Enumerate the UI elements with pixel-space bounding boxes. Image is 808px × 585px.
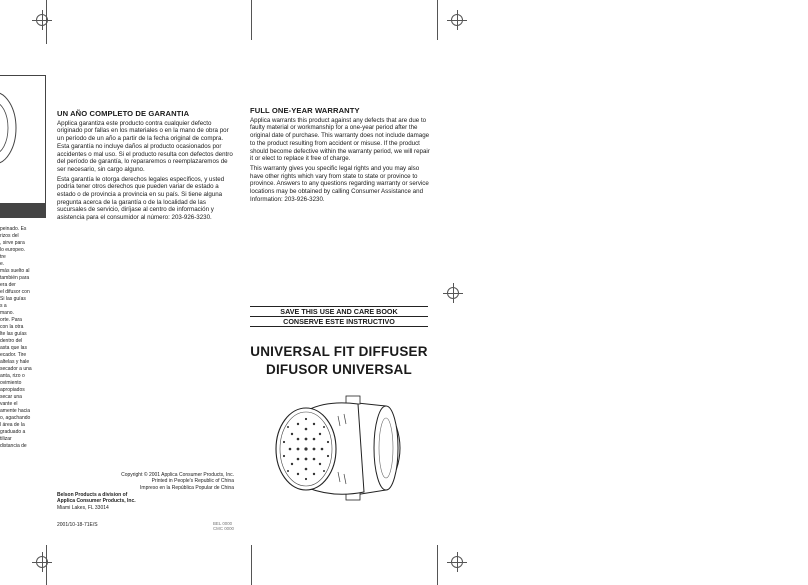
left-panel-fragment: también para [0, 275, 30, 281]
copyright-line: Copyright © 2001 Applica Consumer Products, Inc. [121, 472, 234, 478]
warranty-es-paragraph: Esta garantía le otorga derechos legales específicos, y usted podría tener otros derechos que pueden variar de estado a estado o de provincia a provincia en su país. Si tiene alguna pregunta acerca de la garantía o de la localidad de las sucursales de servicio, diríjase al centro de información y asistencia para el consumidor al número: 203-926-3230. [57, 175, 225, 222]
product-title-es: DIFUSOR UNIVERSAL [266, 362, 412, 377]
stamp-line: CMC 0000 [213, 526, 234, 532]
left-panel-fragment: distancia de [0, 443, 27, 449]
left-panel-fragment: s a [0, 303, 7, 309]
left-panel-fragment: anta, rizo o [0, 373, 25, 379]
left-panel-fragment: graduado a [0, 429, 26, 435]
left-panel-fragment: rizos del [0, 233, 19, 239]
part-number: 2001/10-18-71E/S [57, 522, 98, 528]
left-panel-fragment: lo europeo. [0, 247, 26, 253]
warranty-en-paragraph: This warranty gives you specific legal rights and you may also have other rights which vary from state to state or province to province. Answers to any questions regarding warranty or service locations may be obtained by calling Consumer Assistance and Information: 203-926-3230. [250, 164, 429, 203]
registration-mark [36, 14, 48, 26]
left-panel-fragment: lte las guías [0, 331, 27, 337]
print-stamp [213, 521, 234, 532]
left-panel-fragment: o, agachando [0, 415, 31, 421]
warranty-en-paragraph: Applica warrants this product against any defects that are due to faulty material or workmanship for a one-year period after the original date of purchase. This warranty does not include damage to the product resulting from accident or misuse. If the product should become defective within the warranty period, we will repair it or elect to replace it free of charge. [250, 116, 430, 163]
left-panel-fragment: asta que las [0, 345, 27, 351]
left-panel-fragment: altelas y hale [0, 359, 30, 365]
left-panel-fragment: , sirve para [0, 240, 25, 246]
crop-mark [437, 0, 438, 40]
company-address: Miami Lakes, FL 33014 [57, 504, 109, 511]
warranty-spanish [57, 110, 235, 224]
left-panel-fragment: e. [0, 261, 5, 267]
company-line: Belson Products a division of [57, 492, 128, 498]
registration-mark [36, 556, 48, 568]
warranty-en-heading: FULL ONE-YEAR WARRANTY [250, 106, 360, 115]
left-panel-fragment: peinado. Es [0, 226, 27, 232]
crop-mark [437, 545, 438, 585]
left-panel-fragment: secar una [0, 394, 22, 400]
left-panel-fragment: apropiados [0, 387, 25, 393]
left-panel-fragment: con la otra [0, 324, 24, 330]
left-panel-fragment: secador a una [0, 366, 32, 372]
left-panel-fragment: orte. Para [0, 317, 22, 323]
left-panel-fragment: dentro del [0, 338, 23, 344]
crop-mark [251, 545, 252, 585]
save-book-notice [250, 306, 428, 327]
company-block [57, 492, 177, 511]
diffuser-illustration-fragment [0, 76, 46, 219]
save-book-es: CONSERVE ESTE INSTRUCTIVO [283, 317, 395, 326]
copyright-block [110, 472, 234, 491]
registration-mark [447, 287, 459, 299]
left-panel-band [0, 203, 46, 218]
left-panel-fragment: el difusor con [0, 289, 30, 295]
left-panel-frame [0, 75, 46, 218]
company-line: Applica Consumer Products, Inc. [57, 498, 136, 505]
save-book-en: SAVE THIS USE AND CARE BOOK [280, 307, 398, 316]
warranty-english [250, 107, 430, 205]
impreso-line: Impreso en la República Popular de China [140, 484, 234, 491]
product-title-en: UNIVERSAL FIT DIFFUSER [250, 344, 428, 359]
left-panel-fragment: ecador. Tire [0, 352, 27, 358]
left-panel-fragment: tre [0, 254, 6, 260]
registration-mark [451, 14, 463, 26]
left-panel-fragment: Si las guías [0, 296, 26, 302]
diffuser-illustration [268, 392, 418, 507]
stamp-line: BEL 0000 [213, 521, 233, 526]
registration-mark [451, 556, 463, 568]
left-panel-fragment: l área de la [0, 422, 25, 428]
left-panel-text [0, 226, 46, 450]
left-panel-fragment: más suelto al [0, 268, 30, 274]
left-panel-fragment: vante el [0, 401, 18, 407]
warranty-es-paragraph: Applica garantiza este producto contra cualquier defecto originado por fallas en los materiales o en la mano de obra por un período de un año a partir de la fecha original de compra. Esta garantía no incluye daños al producto ocasionados por accidentes o mal uso. Si el producto resulta con defectos dentro del período de garantía, lo repararemos o reemplazaremos de ser necesario, sin cargo alguno. [57, 119, 233, 173]
crop-mark [251, 0, 252, 40]
left-panel-fragment: ovimiento [0, 380, 22, 386]
left-panel-fragment: era der [0, 282, 16, 288]
left-panel-fragment: tilizar [0, 436, 12, 442]
warranty-es-heading: UN AÑO COMPLETO DE GARANTIA [57, 109, 190, 118]
left-panel-fragment: mano. [0, 310, 14, 316]
printed-line: Printed in People's Republic of China [151, 478, 234, 485]
left-panel-fragment: amente hacia [0, 408, 31, 414]
